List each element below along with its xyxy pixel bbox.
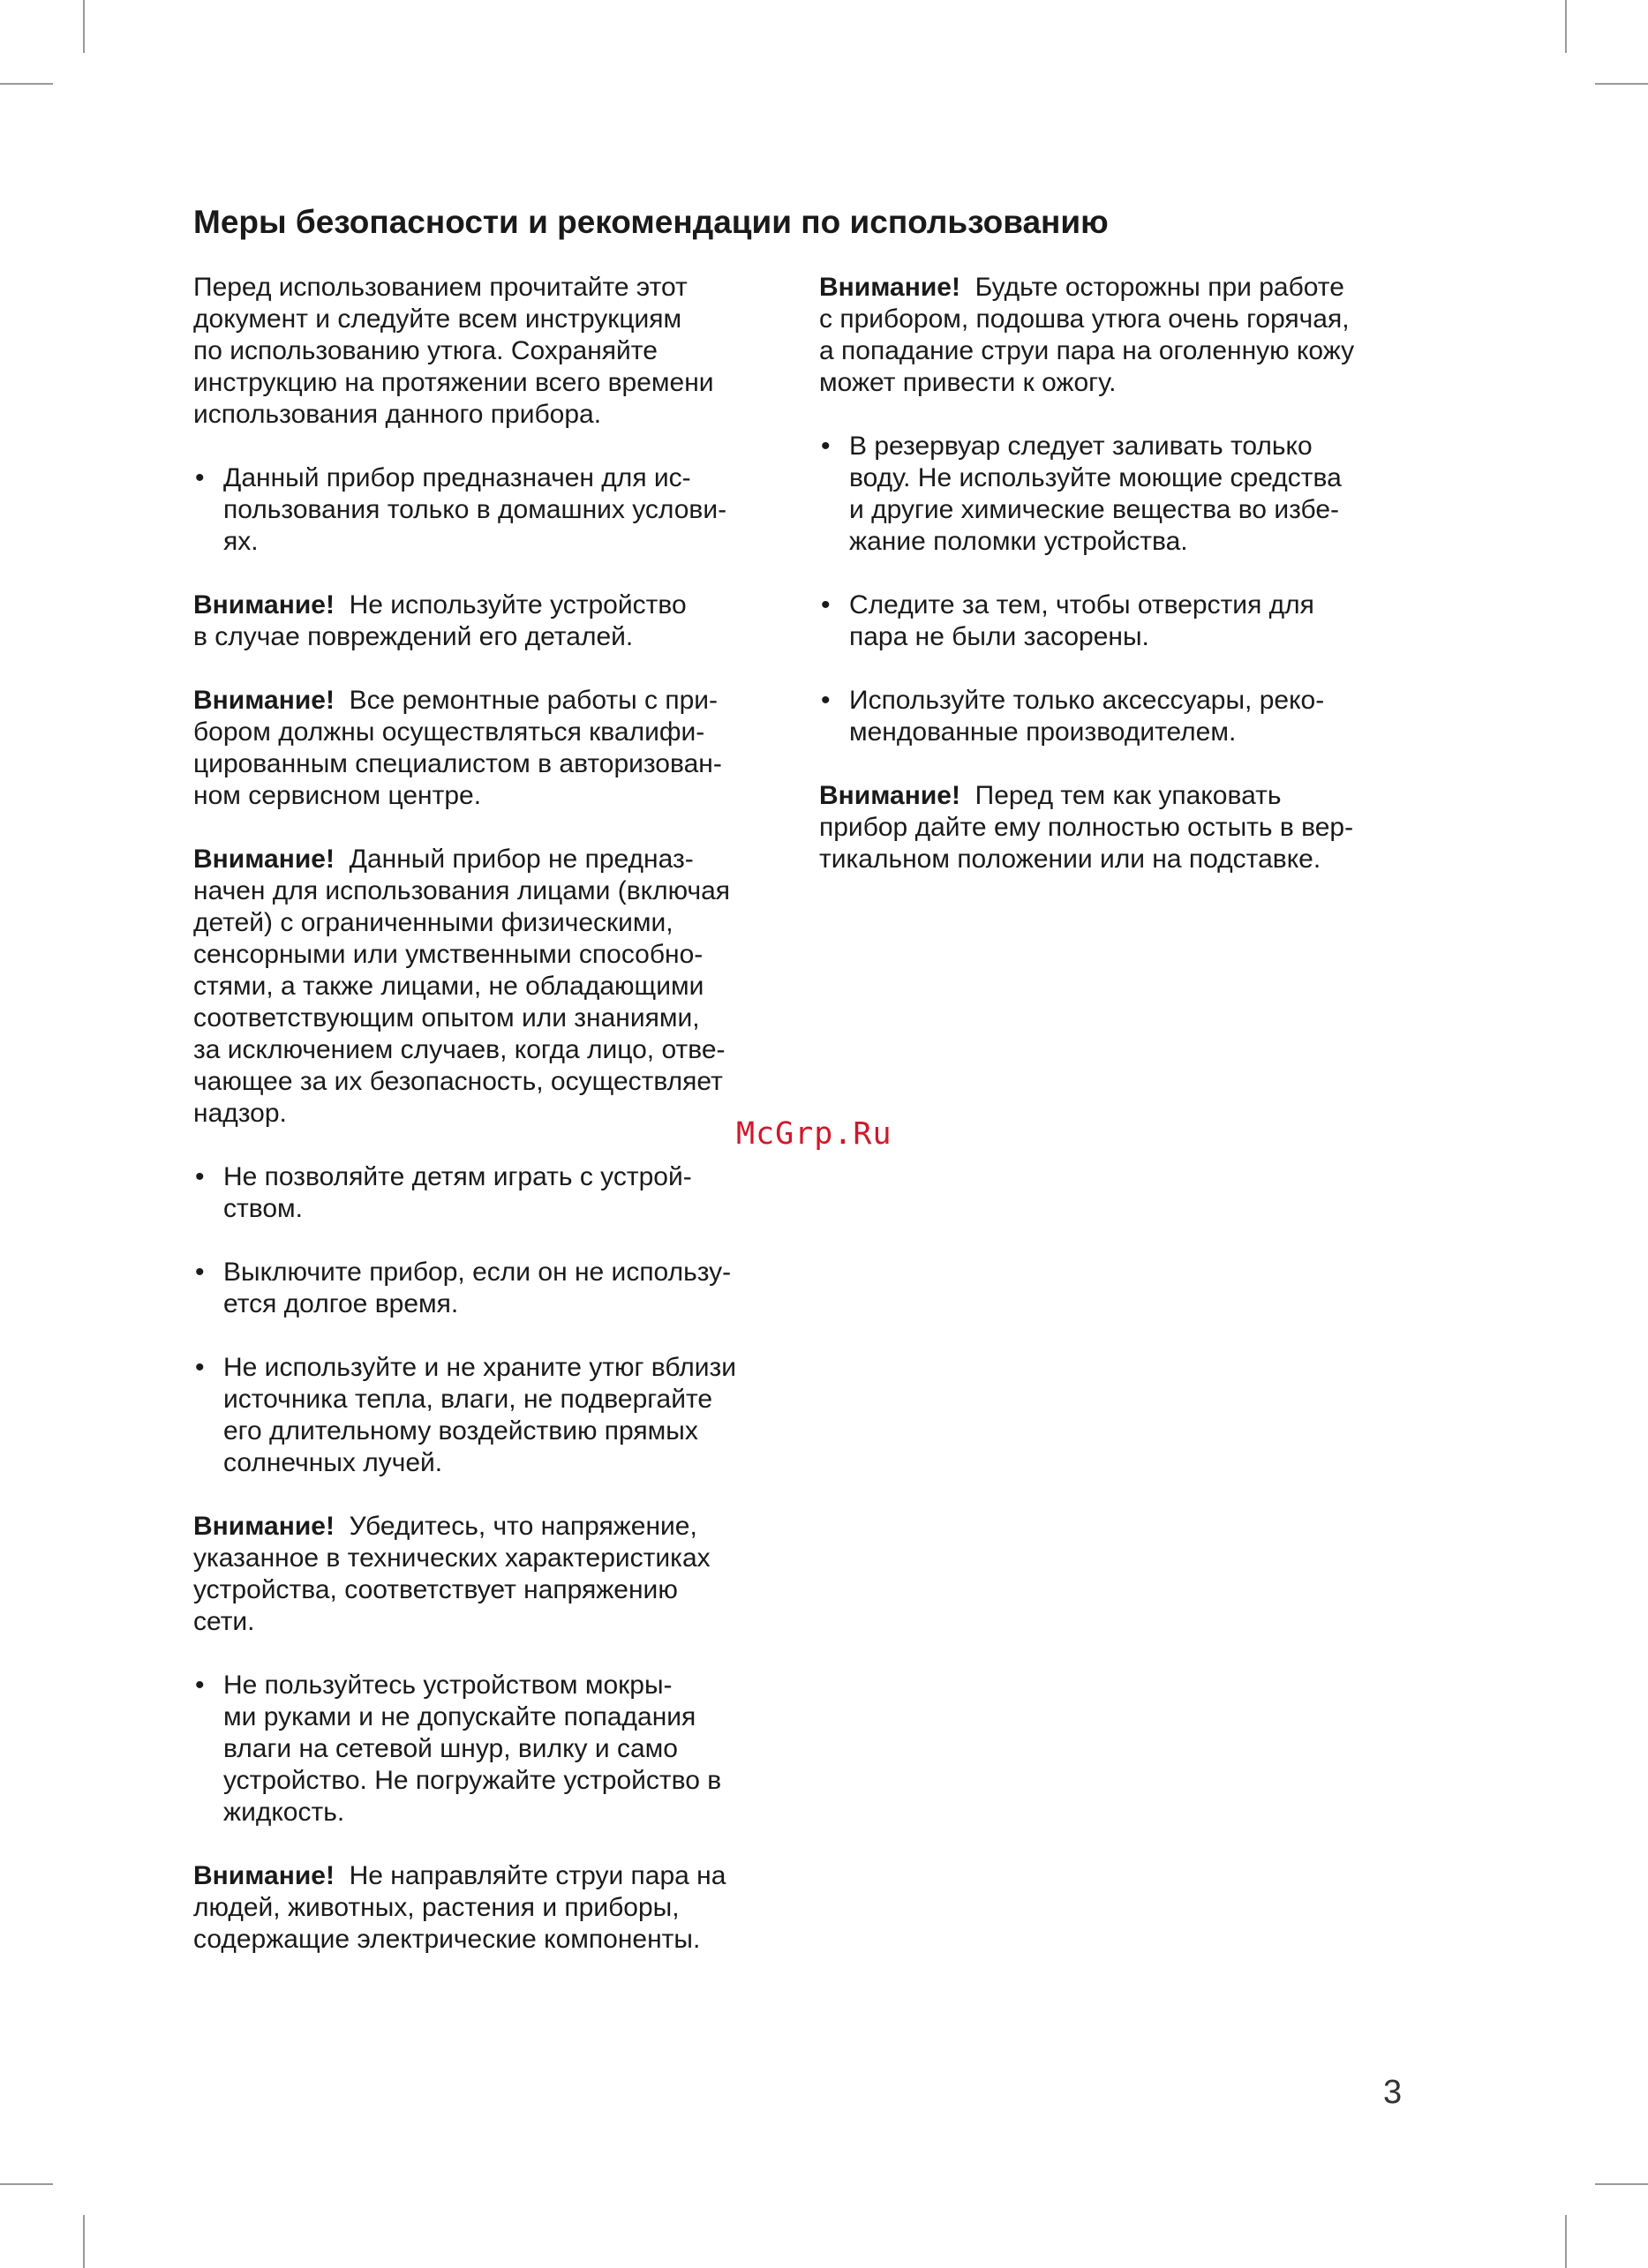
crop-mark: [1565, 2215, 1567, 2268]
text-line: ется долгое время.: [223, 1289, 459, 1318]
page-title: Меры безопасности и рекомендации по использованию: [193, 204, 1109, 240]
text-line: Не позволяйте детям играть с устрой-: [223, 1162, 692, 1191]
bullet-item: [193, 462, 802, 558]
text-line: жидкость.: [223, 1798, 345, 1827]
warning-paragraph: [193, 1860, 802, 1956]
text-line: детей) с ограниченными физическими,: [193, 908, 673, 937]
text-line: в случае повреждений его деталей.: [193, 622, 634, 651]
bullet-item: [193, 1352, 802, 1479]
text-line: соответствующим опытом или знаниями,: [193, 1003, 700, 1033]
text-line: надзор.: [193, 1099, 287, 1128]
text-line: с прибором, подошва утюга очень горячая,: [819, 304, 1350, 334]
text-line: по использованию утюга. Сохраняйте: [193, 336, 658, 365]
warning-label: Внимание!: [193, 590, 335, 620]
right-column: [819, 272, 1428, 907]
crop-mark: [1565, 0, 1567, 53]
crop-mark: [0, 2183, 53, 2185]
text-line: Данный прибор предназначен для ис-: [223, 463, 691, 492]
text-line: за исключением случаев, когда лицо, отве-: [193, 1035, 726, 1064]
text-line: документ и следуйте всем инструкциям: [193, 304, 682, 334]
text-line: пара не были засорены.: [849, 622, 1149, 651]
text-line: чающее за их безопасность, осуществляет: [193, 1067, 723, 1096]
bullet-icon: •: [195, 1162, 205, 1191]
text-line: может привести к ожогу.: [819, 368, 1117, 397]
text-line: [193, 590, 802, 621]
text-line: влаги на сетевой шнур, вилку и само: [223, 1734, 678, 1763]
crop-mark: [1595, 83, 1648, 85]
text-line: мендованные производителем.: [849, 717, 1237, 747]
text-line: бором должны осуществляться квалифи-: [193, 717, 705, 747]
bullet-icon: •: [821, 432, 831, 461]
text-line: Не пользуйтесь устройством мокры-: [223, 1671, 673, 1700]
text-line: указанное в технических характеристиках: [193, 1543, 711, 1573]
text-line: [193, 1860, 802, 1892]
warning-label: Внимание!: [193, 1861, 335, 1890]
text-line: стями, а также лицами, не обладающими: [193, 972, 704, 1001]
text-line: устройство. Не погружайте устройство в: [223, 1766, 722, 1795]
text-line: прибор дайте ему полностью остыть в вер-: [819, 813, 1354, 842]
page-number: 3: [1383, 2074, 1403, 2111]
paragraph: [193, 272, 802, 431]
text-line: источника тепла, влаги, не подвергайте: [223, 1385, 713, 1414]
text-line: ном сервисном центре.: [193, 781, 482, 810]
text-line: его длительному воздействию прямых: [223, 1416, 698, 1446]
text-line: людей, животных, растения и приборы,: [193, 1893, 680, 1922]
text-line: цированным специалистом в авторизован-: [193, 749, 722, 778]
warning-label: Внимание!: [819, 273, 960, 302]
text-line: пользования только в домашних услови-: [223, 495, 727, 524]
text-line: Выключите прибор, если он не использу-: [223, 1258, 732, 1287]
text-line: инструкцию на протяжении всего времени: [193, 368, 714, 397]
watermark: McGrp.Ru: [736, 1116, 892, 1152]
warning-paragraph: [193, 1511, 802, 1638]
bullet-icon: •: [195, 1258, 205, 1287]
warning-label: Внимание!: [193, 1512, 335, 1541]
text-line: и другие химические вещества во избе-: [849, 495, 1340, 524]
bullet-icon: •: [195, 463, 205, 492]
text-line: [193, 1511, 802, 1543]
warning-paragraph: [193, 844, 802, 1130]
text-line: [193, 685, 802, 717]
text-line: Следите за тем, чтобы отверстия для: [849, 590, 1314, 620]
text-line: сенсорными или умственными способно-: [193, 940, 704, 969]
text-line: а попадание струи пара на оголенную кожу: [819, 336, 1355, 365]
bullet-item: [193, 1161, 802, 1225]
text-line: Перед использованием прочитайте этот: [193, 273, 688, 302]
text-line: тикальном положении или на подставке.: [819, 845, 1321, 874]
text-line: воду. Не используйте моющие средства: [849, 463, 1342, 492]
text-line: устройства, соответствует напряжению: [193, 1575, 678, 1604]
crop-mark: [0, 83, 53, 85]
bullet-item: [819, 590, 1428, 653]
text-line: В резервуар следует заливать только: [849, 432, 1313, 461]
text-line: [819, 780, 1428, 812]
bullet-icon: •: [821, 590, 831, 620]
warning-paragraph: [193, 590, 802, 653]
warning-paragraph: [819, 780, 1428, 875]
text-line: Не используйте и не храните утюг вблизи: [223, 1353, 736, 1382]
crop-mark: [83, 0, 85, 53]
warning-text: Не направляйте струи пара на: [349, 1861, 726, 1890]
left-column: [193, 272, 802, 1987]
warning-label: Внимание!: [193, 686, 335, 715]
warning-paragraph: [193, 685, 802, 812]
text-line: сети.: [193, 1607, 255, 1636]
text-line: содержащие электрические компоненты.: [193, 1925, 701, 1954]
text-line: [193, 844, 802, 875]
bullet-icon: •: [195, 1671, 205, 1700]
bullet-item: [193, 1670, 802, 1829]
warning-text: Будьте осторожны при работе: [975, 273, 1344, 302]
warning-label: Внимание!: [193, 845, 335, 874]
text-line: ством.: [223, 1194, 303, 1223]
text-line: солнечных лучей.: [223, 1448, 443, 1477]
bullet-item: [193, 1257, 802, 1320]
crop-mark: [1595, 2183, 1648, 2185]
bullet-item: [819, 685, 1428, 748]
warning-text: Перед тем как упаковать: [975, 781, 1282, 810]
warning-text: Не используйте устройство: [349, 590, 687, 620]
bullet-icon: •: [195, 1353, 205, 1382]
text-line: ми руками и не допускайте попадания: [223, 1702, 696, 1731]
warning-text: Убедитесь, что напряжение,: [349, 1512, 697, 1541]
warning-text: Все ремонтные работы с при-: [349, 686, 719, 715]
text-line: Используйте только аксессуары, реко-: [849, 686, 1325, 715]
text-line: [819, 272, 1428, 304]
text-line: жание поломки устройства.: [849, 527, 1188, 556]
text-line: использования данного прибора.: [193, 400, 602, 429]
warning-label: Внимание!: [819, 781, 960, 810]
text-line: начен для использования лицами (включая: [193, 876, 730, 905]
bullet-icon: •: [821, 686, 831, 715]
warning-text: Данный прибор не предназ-: [349, 845, 694, 874]
bullet-item: [819, 431, 1428, 558]
warning-paragraph: [819, 272, 1428, 399]
crop-mark: [83, 2215, 85, 2268]
text-line: ях.: [223, 527, 259, 556]
